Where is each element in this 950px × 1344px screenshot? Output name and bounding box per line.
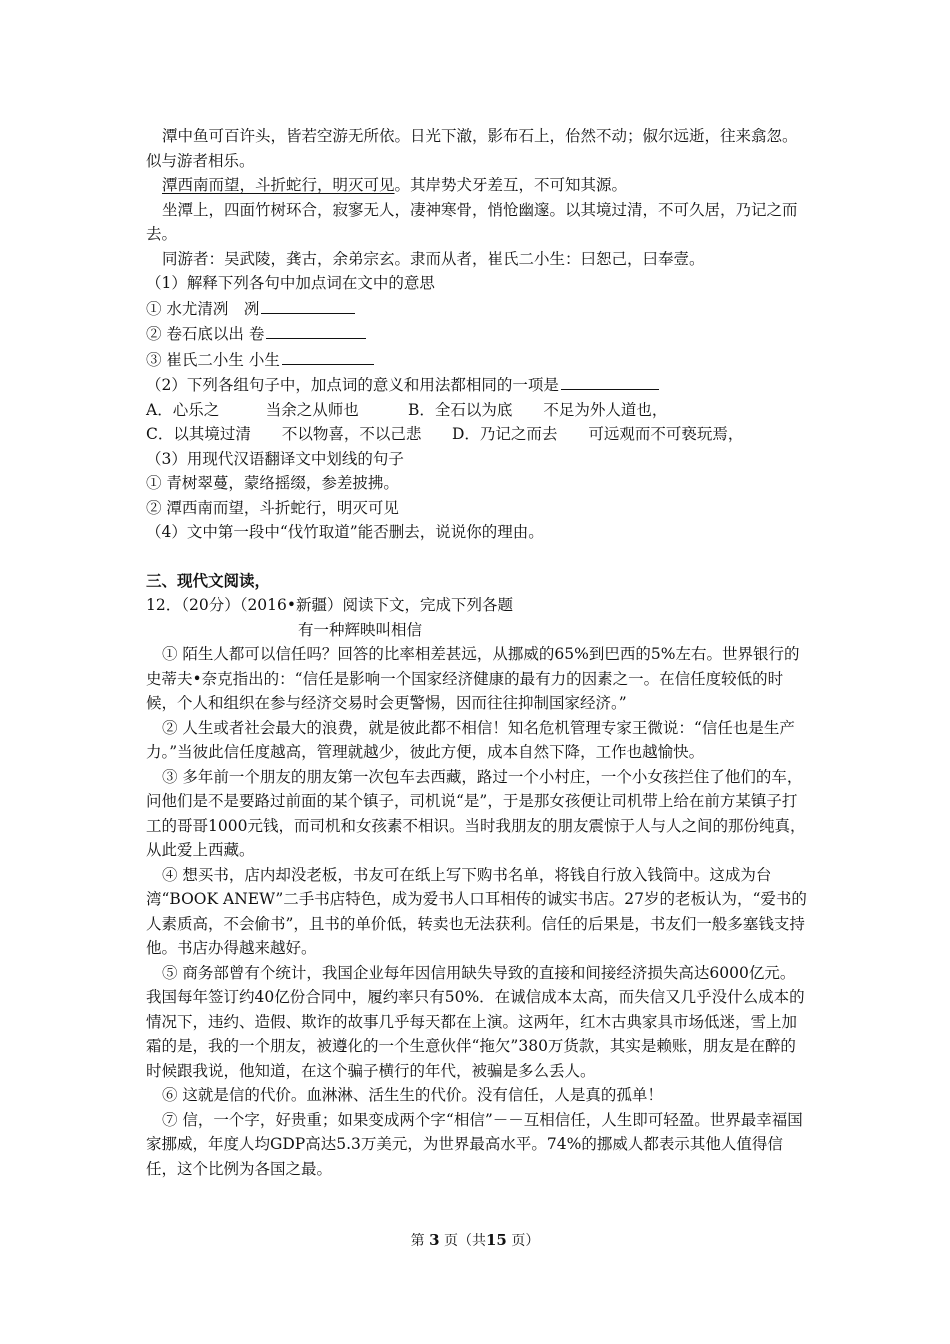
classical-paragraph-4: 同游者：吴武陵，龚古，余弟宗玄。隶而从者，崔氏二小生：曰恕己，曰奉壹。	[162, 249, 705, 268]
article-title: 有一种辉映叫相信	[298, 620, 423, 639]
question-1-item-3: ③ 崔氏二小生 小生	[146, 347, 810, 373]
question-3-item-2: ② 潭西南而望，斗折蛇行，明灭可见	[146, 498, 399, 517]
classical-paragraph-1: 潭中鱼可百许头，皆若空游无所依。日光下澈，影布石上，佁然不动；俶尔远逝，往来翕忽。似与游者相乐。	[146, 127, 798, 170]
underlined-sentence: 潭西南而望，斗折蛇行，明灭可见	[162, 176, 395, 194]
answer-blank[interactable]	[266, 321, 366, 339]
question-2-options-row-2	[146, 422, 810, 447]
question-2-options-row-1	[146, 398, 810, 423]
paragraph-2-rest: 。其岸势犬牙差互，不可知其源。	[394, 176, 628, 194]
total-pages: 15	[486, 1231, 507, 1249]
answer-blank[interactable]	[561, 372, 659, 390]
document-page	[146, 124, 810, 1181]
classical-paragraph-3: 坐潭上，四面竹树环合，寂寥无人，凄神寒骨，悄怆幽邃。以其境过清，不可久居，乃记之而去。	[146, 200, 798, 243]
option-c[interactable]: C．以其境过清 不以物喜，不以己悲	[146, 425, 422, 443]
question-1-item-2: ② 卷石底以出 卷	[146, 321, 810, 347]
question-1-stem: （1）解释下列各句中加点词在文中的意思	[146, 274, 435, 292]
question-3-item-1: ① 青树翠蔓，蒙络摇缀，参差披拂。	[146, 474, 399, 492]
question-3-stem: （3）用现代汉语翻译文中划线的句子	[146, 449, 404, 468]
page-footer: 第 3 页（共15 页）	[410, 1231, 540, 1249]
article-paragraph-6: ⑥ 这就是信的代价。血淋淋、活生生的代价。没有信任，人是真的孤单！	[162, 1086, 663, 1104]
classical-paragraph-2	[146, 173, 810, 198]
question-2-stem: （2）下列各组句子中，加点词的意义和用法都相同的一项是	[146, 372, 810, 398]
question-4-stem: （4）文中第一段中“伐竹取道”能否删去，说说你的理由。	[146, 523, 544, 541]
option-a[interactable]: A．心乐之 当余之从师也	[146, 400, 359, 419]
option-d[interactable]: D．乃记之而去 可远观而不可亵玩焉，	[452, 425, 744, 443]
article-paragraph-3: ③ 多年前一个朋友的朋友第一次包车去西藏，路过一个小村庄，一个小女孩拦住了他们的车，问他们是不是要路过前面的某个镇子，司机说“是”，于是那女孩便让司机带上给在前方某镇子打工的哥哥1000元钱，而司机和女孩素不相识。当时我朋友的朋友震惊于人与人之间的那份纯真，从此爱上西藏。	[146, 767, 806, 859]
answer-blank[interactable]	[261, 296, 355, 314]
article-paragraph-5: ⑤ 商务部曾有个统计，我国企业每年因信用缺失导致的直接和间接经济损失高达6000亿元。我国每年签订约40亿份合同中，履约率只有50%．在诚信成本太高，而失信又几乎没什么成本的情况下，违约、造假、欺诈的故事几乎每天都在上演。这两年，红木古典家具市场低迷，雪上加霜的是，我的一个朋友，被遵化的一个生意伙伴“拖欠”380万货款，其实是赖账，朋友是在醉的时候跟我说，他知道，在这个骗子横行的年代，被骗是多么丢人。	[146, 963, 805, 1080]
spacer	[146, 545, 810, 569]
page-number: 3	[429, 1231, 440, 1249]
question-12-stem: 12．（20分）（2016•新疆）阅读下文，完成下列各题	[146, 596, 514, 614]
answer-blank[interactable]	[282, 347, 374, 365]
article-paragraph-4: ④ 想买书，店内却没老板，书友可在纸上写下购书名单，将钱自行放入钱筒中。这成为台湾“BOOK ANEW”二手书店特色，成为爱书人口耳相传的诚实书店。27岁的老板认为，“爱书的人素质高，不会偷书”，且书的单价低，转卖也无法获利。信任的后果是，书友们一般多塞钱支持他。书店办得越来越好。	[146, 865, 807, 957]
option-b[interactable]: B．全石以为底 不足为外人道也，	[408, 400, 668, 419]
article-paragraph-7: ⑦ 信，一个字，好贵重；如果变成两个字“相信”－－互相信任，人生即可轻盈。世界最幸福国家挪威，年度人均GDP高达5.3万美元，为世界最高水平。74%的挪威人都表示其他人值得信任，这个比例为各国之最。	[146, 1110, 803, 1178]
section-heading: 三、现代文阅读，	[146, 570, 271, 590]
question-1-item-1: ① 水尤清冽 冽	[146, 296, 810, 322]
article-paragraph-1: ① 陌生人都可以信任吗？回答的比率相差甚远，从挪威的65%到巴西的5%左右。世界银行的史蒂夫•奈克指出的：“信任是影响一个国家经济健康的最有力的因素之一。在信任度较低的时候，个人和组织在参与经济交易时会更警惕，因而往往抑制国家经济。”	[146, 645, 800, 712]
article-paragraph-2: ② 人生或者社会最大的浪费，就是彼此都不相信！知名危机管理专家王微说：“信任也是生产力。”当彼此信任度越高，管理就越少，彼此方便，成本自然下降，工作也越愉快。	[146, 718, 795, 761]
